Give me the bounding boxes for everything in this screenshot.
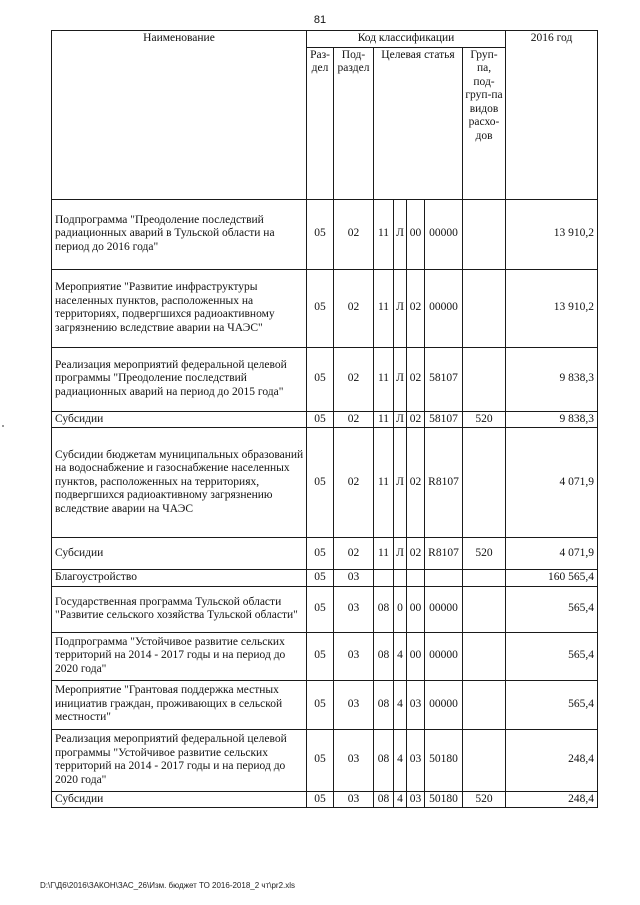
row-target-subprogram: 4 (394, 680, 407, 729)
row-expense-type (463, 269, 506, 347)
row-target-program: 08 (374, 632, 394, 680)
scan-mark (2, 425, 4, 427)
row-section: 05 (307, 428, 334, 538)
row-subsection: 02 (334, 538, 374, 570)
table-row (52, 632, 598, 680)
row-target-event (407, 570, 425, 587)
row-target-event: 02 (407, 428, 425, 538)
row-target-event: 02 (407, 538, 425, 570)
row-subsection: 02 (334, 269, 374, 347)
row-section: 05 (307, 570, 334, 587)
row-name: Государственная программа Тульской области "Развитие сельского хозяйства Тульской области" (52, 586, 307, 632)
row-subsection: 03 (334, 729, 374, 791)
row-amount: 565,4 (506, 632, 598, 680)
row-section: 05 (307, 729, 334, 791)
row-name: Подпрограмма "Устойчивое развитие сельских территорий на 2014 - 2017 годы и на период до 2020 года" (52, 632, 307, 680)
row-target-subprogram: 0 (394, 586, 407, 632)
row-target-program: 08 (374, 791, 394, 808)
row-target-subprogram: Л (394, 347, 407, 411)
row-amount: 160 565,4 (506, 570, 598, 587)
row-name: Мероприятие "Развитие инфраструктуры населенных пунктов, расположенных на территориях, подвергшихся радиоактивному загрязнению вследствие аварии на ЧАЭС" (52, 269, 307, 347)
row-expense-type (463, 680, 506, 729)
row-target-direction: 00000 (425, 199, 463, 269)
row-section: 05 (307, 791, 334, 808)
row-target-program: 08 (374, 729, 394, 791)
row-name: Субсидии (52, 411, 307, 428)
table-row (52, 570, 598, 587)
row-target-subprogram: 4 (394, 632, 407, 680)
row-target-subprogram: 4 (394, 791, 407, 808)
row-name: Субсидии (52, 538, 307, 570)
row-target-subprogram: Л (394, 269, 407, 347)
row-target-event: 00 (407, 632, 425, 680)
row-amount: 248,4 (506, 729, 598, 791)
table-row (52, 199, 598, 269)
header-classification: Код классификации (307, 31, 506, 48)
table-row (52, 538, 598, 570)
row-subsection: 03 (334, 632, 374, 680)
row-subsection: 03 (334, 680, 374, 729)
row-section: 05 (307, 347, 334, 411)
row-subsection: 02 (334, 347, 374, 411)
row-target-direction: 00000 (425, 632, 463, 680)
row-target-program: 08 (374, 680, 394, 729)
table-row (52, 411, 598, 428)
header-section: Раз-дел (307, 47, 334, 199)
row-name: Реализация мероприятий федеральной целевой программы "Устойчивое развитие сельских территорий на 2014 - 2017 годы и на период до 2020 года" (52, 729, 307, 791)
row-amount: 565,4 (506, 586, 598, 632)
row-target-event: 03 (407, 729, 425, 791)
header-target-article: Целевая статья (374, 47, 463, 199)
row-name: Субсидии бюджетам муниципальных образований на водоснабжение и газоснабжение населенных пунктов, расположенных на территориях, подвергшихся радиоактивному загрязнению вследствие аварии на ЧАЭС (52, 428, 307, 538)
row-target-event: 03 (407, 680, 425, 729)
header-name: Наименование (52, 31, 307, 200)
row-amount: 13 910,2 (506, 199, 598, 269)
row-target-event: 02 (407, 347, 425, 411)
row-subsection: 03 (334, 791, 374, 808)
row-target-direction: 00000 (425, 680, 463, 729)
row-section: 05 (307, 411, 334, 428)
row-section: 05 (307, 269, 334, 347)
row-amount: 13 910,2 (506, 269, 598, 347)
row-target-subprogram: Л (394, 199, 407, 269)
row-subsection: 02 (334, 411, 374, 428)
row-name: Благоустройство (52, 570, 307, 587)
row-amount: 248,4 (506, 791, 598, 808)
row-target-direction: 50180 (425, 729, 463, 791)
row-section: 05 (307, 199, 334, 269)
row-target-event: 00 (407, 586, 425, 632)
row-target-event: 02 (407, 411, 425, 428)
row-subsection: 03 (334, 570, 374, 587)
row-amount: 4 071,9 (506, 538, 598, 570)
row-expense-type (463, 632, 506, 680)
row-target-direction: 50180 (425, 791, 463, 808)
row-target-program: 11 (374, 538, 394, 570)
row-expense-type: 520 (463, 411, 506, 428)
row-expense-type (463, 729, 506, 791)
row-target-program (374, 570, 394, 587)
row-target-subprogram: Л (394, 411, 407, 428)
row-target-program: 11 (374, 199, 394, 269)
row-section: 05 (307, 680, 334, 729)
row-target-direction: R8107 (425, 538, 463, 570)
row-subsection: 03 (334, 586, 374, 632)
row-target-direction: R8107 (425, 428, 463, 538)
page-number: 81 (313, 14, 327, 26)
row-target-subprogram (394, 570, 407, 587)
row-target-program: 11 (374, 269, 394, 347)
row-expense-type (463, 347, 506, 411)
table-row (52, 791, 598, 808)
row-amount: 565,4 (506, 680, 598, 729)
row-expense-type (463, 428, 506, 538)
table-row (52, 347, 598, 411)
row-target-direction: 00000 (425, 269, 463, 347)
table-row (52, 269, 598, 347)
row-amount: 9 838,3 (506, 347, 598, 411)
row-target-event: 00 (407, 199, 425, 269)
row-amount: 4 071,9 (506, 428, 598, 538)
row-target-program: 11 (374, 411, 394, 428)
row-subsection: 02 (334, 199, 374, 269)
row-target-direction: 58107 (425, 411, 463, 428)
row-amount: 9 838,3 (506, 411, 598, 428)
row-expense-type: 520 (463, 538, 506, 570)
row-name: Субсидии (52, 791, 307, 808)
header-expense-group: Груп-па, под-груп-па видов расхо-дов (463, 47, 506, 199)
row-target-subprogram: Л (394, 428, 407, 538)
header-subsection: Под-раздел (334, 47, 374, 199)
row-section: 05 (307, 538, 334, 570)
row-target-event: 03 (407, 791, 425, 808)
row-section: 05 (307, 632, 334, 680)
table-row (52, 428, 598, 538)
file-path-footer: D:\Г\Д6\2016\ЗАКОН\ЗАС_26\Изм. бюджет ТО 2016-2018_2 чт\pr2.xls (40, 881, 296, 890)
row-expense-type (463, 199, 506, 269)
row-target-event: 02 (407, 269, 425, 347)
table-row (52, 586, 598, 632)
row-target-direction: 58107 (425, 347, 463, 411)
row-target-subprogram: 4 (394, 729, 407, 791)
row-section: 05 (307, 586, 334, 632)
row-name: Реализация мероприятий федеральной целевой программы "Преодоление последствий радиационных аварий на период до 2015 года" (52, 347, 307, 411)
table-row (52, 729, 598, 791)
row-target-direction (425, 570, 463, 587)
row-target-program: 11 (374, 347, 394, 411)
row-expense-type (463, 570, 506, 587)
row-target-direction: 00000 (425, 586, 463, 632)
row-name: Подпрограмма "Преодоление последствий радиационных аварий в Тульской области на период до 2016 года" (52, 199, 307, 269)
row-target-subprogram: Л (394, 538, 407, 570)
row-target-program: 08 (374, 586, 394, 632)
row-expense-type: 520 (463, 791, 506, 808)
row-subsection: 02 (334, 428, 374, 538)
row-target-program: 11 (374, 428, 394, 538)
row-name: Мероприятие "Грантовая поддержка местных инициатив граждан, проживающих в сельской местности" (52, 680, 307, 729)
row-expense-type (463, 586, 506, 632)
budget-table (51, 30, 598, 808)
header-row-1 (52, 31, 598, 48)
header-year: 2016 год (506, 31, 598, 200)
table-row (52, 680, 598, 729)
